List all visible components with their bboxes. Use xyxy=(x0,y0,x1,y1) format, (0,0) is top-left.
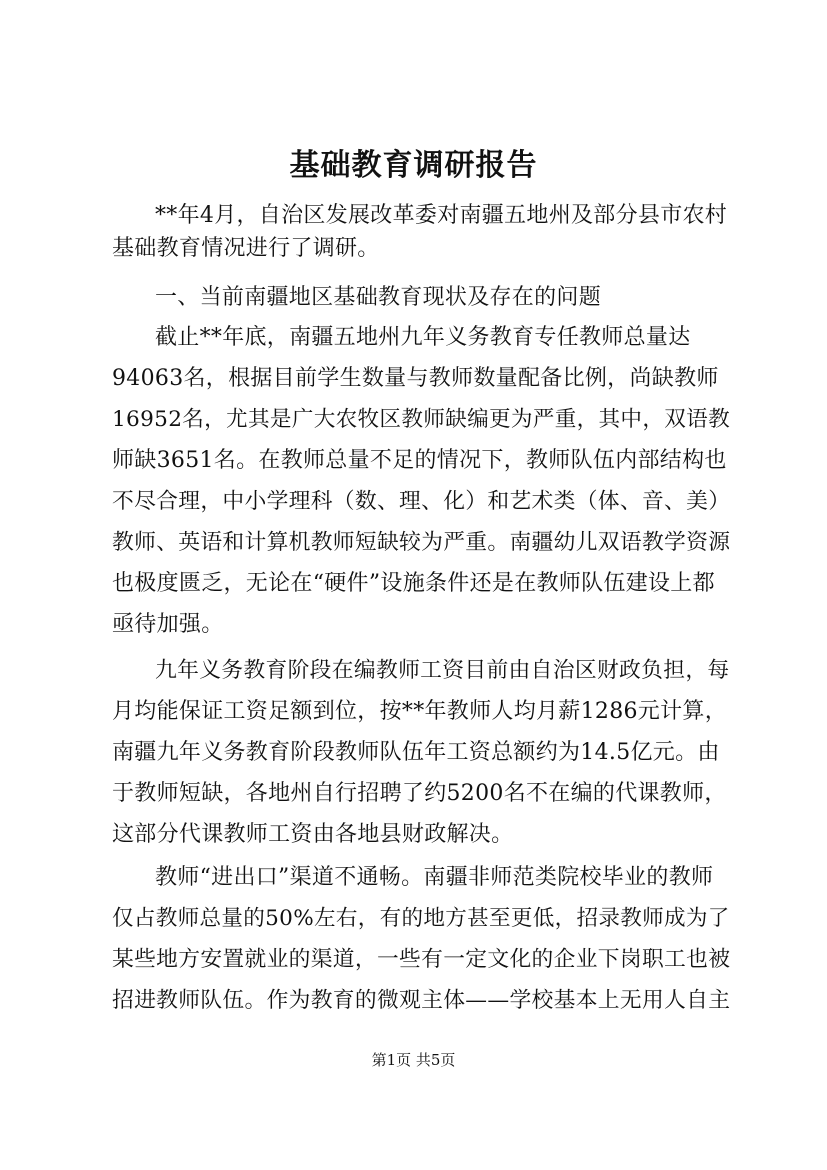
document-title: 基础教育调研报告 xyxy=(289,148,538,183)
text-line: 招进教师队伍。作为教育的微观主体——学校基本上无用人自主 xyxy=(112,988,731,1013)
text-line: 教师“进出口”渠道不通畅。南疆非师范类院校毕业的教师 xyxy=(155,865,714,890)
text-line: **年4月，自治区发展改革委对南疆五地州及部分县市农村 xyxy=(155,203,728,228)
text-line: 师缺3651名。在教师总量不足的情况下，教师队伍内部结构也 xyxy=(112,448,727,473)
text-line: 94063名，根据目前学生数量与教师数量配备比例，尚缺教师 xyxy=(112,366,719,391)
text-line: 南疆九年义务教育阶段教师队伍年工资总额约为14.5亿元。由 xyxy=(112,740,720,765)
text-line: 不尽合理，中小学理科（数、理、化）和艺术类（体、音、美） xyxy=(112,489,731,514)
text-line: 月均能保证工资足额到位，按**年教师人均月薪1286元计算， xyxy=(112,699,727,724)
section-heading: 一、当前南疆地区基础教育现状及存在的问题 xyxy=(155,285,602,310)
text-line: 九年义务教育阶段在编教师工资目前由自治区财政负担，每 xyxy=(155,658,730,683)
text-line: 教师、英语和计算机教师短缺较为严重。南疆幼儿双语教学资源 xyxy=(112,530,731,555)
text-line: 16952名，尤其是广大农牧区教师缺编更为严重，其中，双语教 xyxy=(112,407,730,432)
text-line: 这部分代课教师工资由各地县财政解决。 xyxy=(112,822,514,847)
page-number: 第1页 共5页 xyxy=(371,1051,456,1069)
text-line: 仅占教师总量的50%左右，有的地方甚至更低，招录教师成为了 xyxy=(112,906,730,931)
text-line: 也极度匮乏，无论在“硬件”设施条件还是在教师队伍建设上都 xyxy=(112,571,715,596)
text-line: 亟待加强。 xyxy=(112,612,224,637)
text-line: 某些地方安置就业的渠道，一些有一定文化的企业下岗职工也被 xyxy=(112,947,731,972)
text-line: 基础教育情况进行了调研。 xyxy=(112,236,380,261)
text-line: 于教师短缺，各地州自行招聘了约5200名不在编的代课教师， xyxy=(112,781,727,806)
text-line: 截止**年底，南疆五地州九年义务教育专任教师总量达 xyxy=(155,325,691,350)
